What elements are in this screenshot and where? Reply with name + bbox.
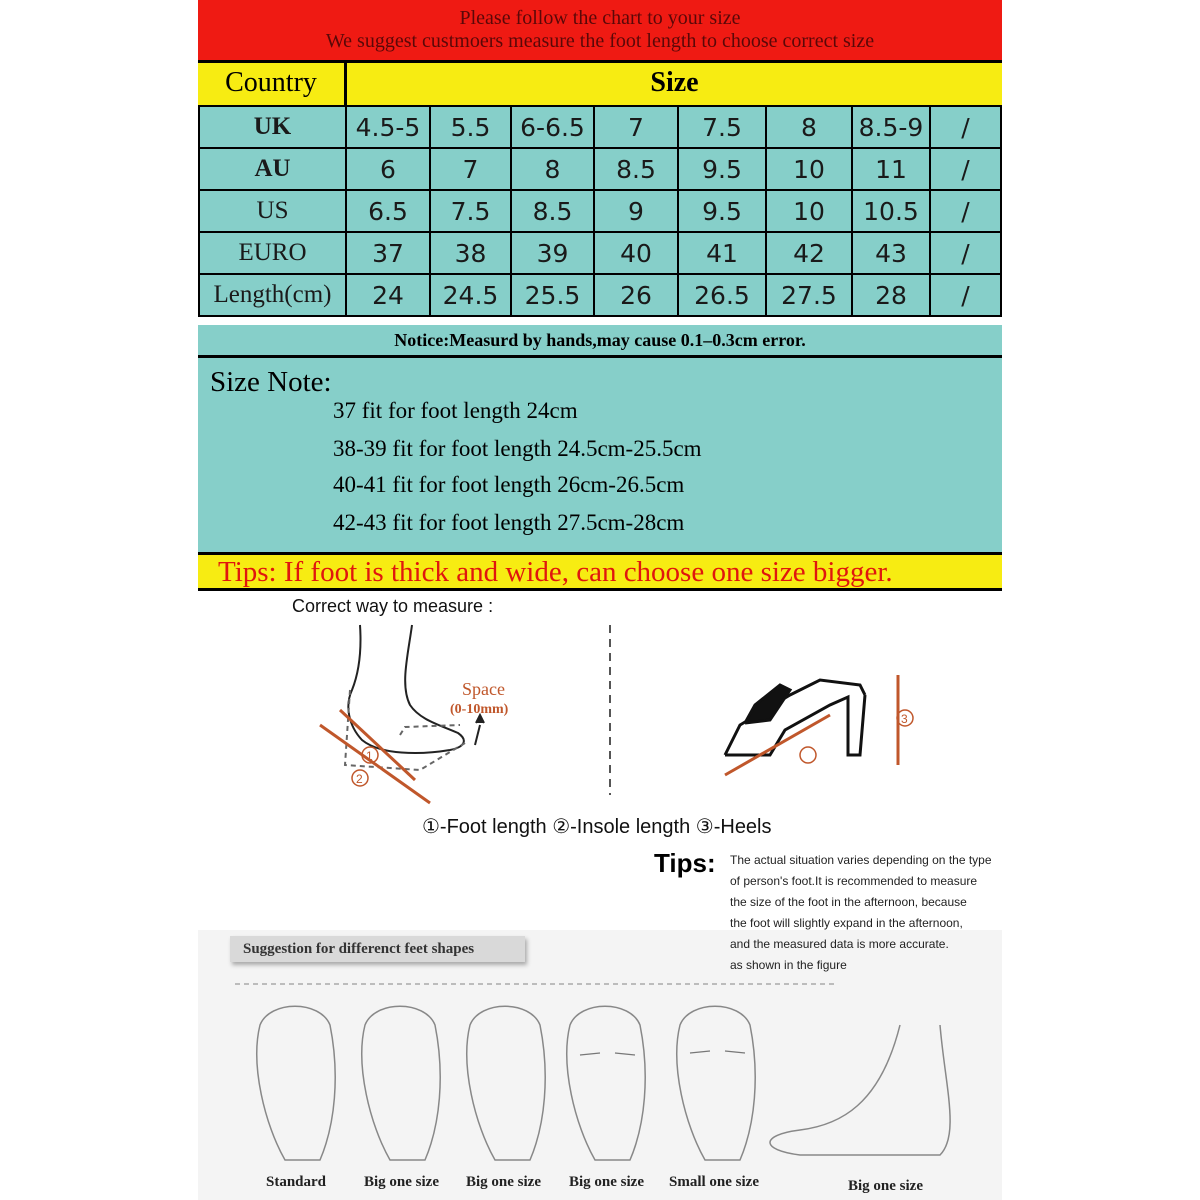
table-cell: / [930, 106, 1001, 148]
foot-outline-icon [567, 1006, 645, 1160]
country-header: Country [198, 63, 347, 105]
heel-shoe-icon [725, 680, 865, 755]
table-cell: 7 [430, 148, 511, 190]
table-cell: 8.5-9 [852, 106, 930, 148]
feet-shapes-illustration [240, 985, 980, 1170]
marker-2b-icon [800, 747, 816, 763]
tips-line: of person's foot.It is recommended to measure [730, 874, 978, 888]
tips-text [730, 850, 1000, 976]
table-cell: 43 [852, 232, 930, 274]
shape-label: Standard [266, 1174, 327, 1190]
tips-line: the size of the foot in the afternoon, because [730, 895, 967, 909]
measure-title: Correct way to measure : [292, 596, 494, 616]
table-cell: 9 [594, 190, 678, 232]
space-range-label: (0-10mm) [450, 702, 509, 717]
table-cell: 8 [511, 148, 594, 190]
notice-text: Notice:Measurd by hands,may cause 0.1–0.3cm error. [198, 325, 1002, 358]
tips-line: the foot will slightly expand in the afternoon, [730, 916, 963, 930]
table-cell: 26.5 [678, 274, 766, 316]
table-cell: 6-6.5 [511, 106, 594, 148]
table-cell: 42 [766, 232, 852, 274]
size-table [198, 105, 1002, 317]
shape-label: Big one size [848, 1178, 923, 1194]
suggestion-title: Suggestion for differenct feet shapes [230, 936, 525, 962]
space-label: Space [462, 679, 505, 699]
table-cell: / [930, 148, 1001, 190]
row-label: EURO [199, 232, 346, 274]
table-cell: 7.5 [430, 190, 511, 232]
size-note-line: 42-43 fit for foot length 27.5cm-28cm [333, 510, 685, 535]
table-cell: 39 [511, 232, 594, 274]
table-cell: / [930, 190, 1001, 232]
table-cell: 26 [594, 274, 678, 316]
table-cell: 10.5 [852, 190, 930, 232]
row-label: Length(cm) [199, 274, 346, 316]
table-cell: 4.5-5 [346, 106, 430, 148]
marker-3-label: 3 [901, 712, 908, 726]
marker-1-label: 1 [366, 749, 373, 763]
table-cell: 38 [430, 232, 511, 274]
row-label: US [199, 190, 346, 232]
shape-label: Big one size [364, 1174, 439, 1190]
size-header: Size [650, 67, 699, 98]
table-cell: 10 [766, 190, 852, 232]
tips-bar: Tips: If foot is thick and wide, can choose one size bigger. [198, 555, 1002, 591]
shape-label: Small one size [669, 1174, 759, 1190]
table-cell: 8.5 [594, 148, 678, 190]
table-row-us [199, 190, 1001, 232]
shape-label: Big one size [466, 1174, 541, 1190]
size-note-line: 38-39 fit for foot length 24.5cm-25.5cm [333, 436, 702, 461]
table-cell: 6.5 [346, 190, 430, 232]
foot-outline-icon [362, 1006, 440, 1160]
table-cell: 9.5 [678, 190, 766, 232]
measure-legend: ①-Foot length ②-Insole length ③-Heels [422, 816, 772, 838]
table-cell: / [930, 232, 1001, 274]
table-cell: / [930, 274, 1001, 316]
foot-outline-icon [677, 1006, 755, 1160]
foot-outline-icon [467, 1006, 545, 1160]
measure-lines [320, 710, 430, 803]
row-label: AU [199, 148, 346, 190]
tips-line: The actual situation varies depending on the type [730, 853, 992, 867]
table-cell: 27.5 [766, 274, 852, 316]
table-cell: 24 [346, 274, 430, 316]
table-cell: 24.5 [430, 274, 511, 316]
table-cell: 7.5 [678, 106, 766, 148]
table-cell: 28 [852, 274, 930, 316]
table-cell: 41 [678, 232, 766, 274]
tips-line: and the measured data is more accurate. [730, 937, 949, 951]
table-cell: 7 [594, 106, 678, 148]
header-line-1: Please follow the chart to your size [459, 7, 741, 29]
header-line-2: We suggest custmoers measure the foot length to choose correct size [325, 30, 875, 52]
table-cell: 9.5 [678, 148, 766, 190]
table-cell: 8 [766, 106, 852, 148]
size-note-section [198, 358, 1002, 555]
table-row-length [199, 274, 1001, 316]
size-note-line: 37 fit for foot length 24cm [333, 398, 578, 423]
marker-2-label: 2 [356, 772, 363, 786]
table-cell: 6 [346, 148, 430, 190]
side-foot-outline-icon [770, 1025, 950, 1155]
table-header-row [198, 63, 1002, 108]
shape-label: Big one size [569, 1174, 644, 1190]
tips-line: as shown in the figure [730, 958, 847, 972]
table-cell: 37 [346, 232, 430, 274]
table-cell: 8.5 [511, 190, 594, 232]
header-banner [198, 0, 1002, 63]
row-label: UK [199, 106, 346, 148]
table-row-uk [199, 106, 1001, 148]
table-cell: 25.5 [511, 274, 594, 316]
foot-outline-icon [257, 1006, 335, 1160]
table-row-au [199, 148, 1001, 190]
table-cell: 5.5 [430, 106, 511, 148]
table-row-euro [199, 232, 1001, 274]
size-note-title: Size Note: [210, 366, 332, 398]
table-cell: 40 [594, 232, 678, 274]
table-cell: 10 [766, 148, 852, 190]
table-cell: 11 [852, 148, 930, 190]
tips-label: Tips: [654, 848, 716, 878]
measure-illustration [300, 615, 908, 815]
size-note-line: 40-41 fit for foot length 26cm-26.5cm [333, 472, 685, 497]
